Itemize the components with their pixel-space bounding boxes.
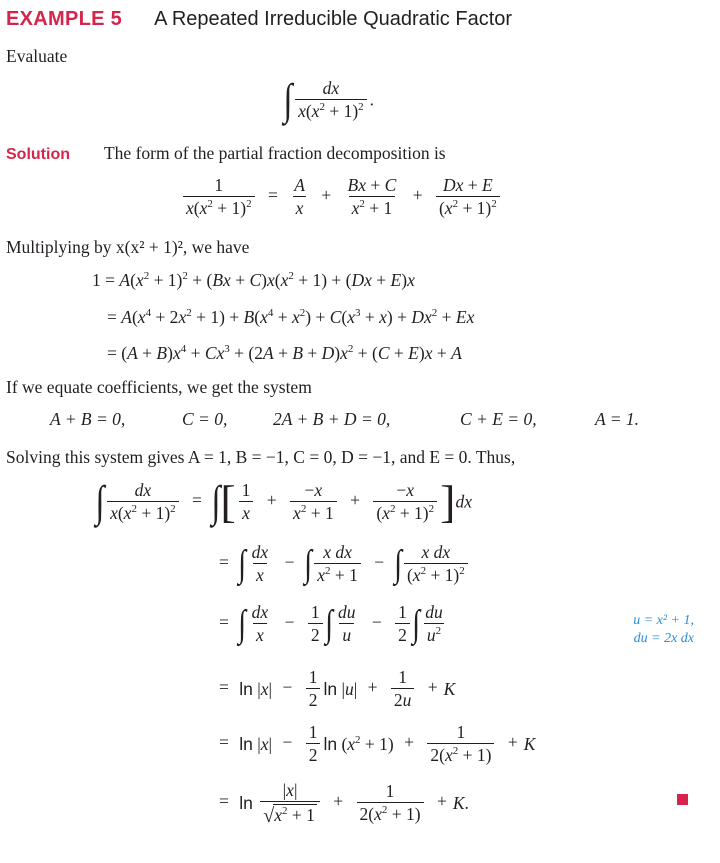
integral-step-5: = ln |x| − $\frac{1}{2}$ $\ln (x^2 + 1)$ + $\frac{1}{2(x^2 + 1)}$ + K xyxy=(219,722,536,766)
intro-text: Evaluate xyxy=(6,46,68,66)
expansion-line-3: = $(A + B)x^4 + Cx^3 + (2A + B + D)x^2 + (C + E)x + A$ xyxy=(107,343,462,363)
integral-step-1: ∫ $\frac{dx}{x(x^2 + 1)^2}$ = ∫[ $\frac{1}{x}$ + $\frac{-x}{x^2 + 1}$ + $\frac{-x}{(x^2 + 1)^2}$ ]dx xyxy=(95,476,472,527)
main-integral: ∫ $\frac{dx}{x(x^2 + 1)^2}$ . xyxy=(283,75,375,124)
expansion-line-2: = $A(x^4 + 2x^2 + 1) + B(x^4 + x^2) + C(x^3 + x) + Dx^2 + Ex$ xyxy=(107,307,475,327)
multiply-text: Multiplying by x(x² + 1)², we have xyxy=(6,237,250,257)
solving-text: Solving this system gives A = 1, B = −1, C = 0, D = −1, and E = 0. Thus, xyxy=(6,447,516,467)
example-title: A Repeated Irreducible Quadratic Factor xyxy=(154,8,513,30)
integral-step-3: = ∫ $\frac{dx}{x}$ − $\frac{1}{2}$ ∫ $\frac{du}{u}$ − $\frac{1}{2}$ ∫ $\frac{du}{u^2}$ xyxy=(219,602,443,646)
solution-line xyxy=(6,143,720,164)
equation-2: C = 0, xyxy=(182,409,228,429)
equation-3: 2A + B + D = 0, xyxy=(273,409,391,429)
final-result: = ln |x| √ $x^2 + 1$ + $\frac{1}{2(x^2 + 1)}$ + K. xyxy=(219,780,469,827)
solution-text: The form of the partial fraction decomposition is xyxy=(103,143,446,163)
partial-fraction-form: $\frac{1}{x(x^2 + 1)^2}$ = $\frac{A}{x}$ + $\frac{Bx + C}{x^2 + 1}$ + $\frac{Dx + E}{(x^2 + 1)^2}$ xyxy=(180,176,720,219)
substitution-note xyxy=(633,612,694,648)
equation-1: A + B = 0, xyxy=(50,409,126,429)
expansion-line-1: $1 = A(x^2 + 1)^2 + (Bx + C)x(x^2 + 1) + (Dx + E)x$ xyxy=(92,270,415,290)
integral-step-2: = ∫ $\frac{dx}{x}$ − ∫ $\frac{\text{x dx}}{x^2 + 1}$ − ∫ $\frac{\text{x dx}}{(x^2 + 1)^2}$ xyxy=(219,543,720,586)
equation-4: C + E = 0, xyxy=(460,409,537,429)
integral-step-4: = ln |x| − $\frac{1}{2}$ ln |u| + $\frac{1}{2u}$ + K xyxy=(219,667,456,711)
example-label: EXAMPLE 5 xyxy=(6,8,123,30)
equation-5: A = 1. xyxy=(595,409,640,429)
solution-label: Solution xyxy=(6,146,70,163)
equate-text: If we equate coefficients, we get the system xyxy=(6,377,312,397)
substitution-line-1: u = x² + 1, xyxy=(633,613,694,628)
end-of-example-mark xyxy=(677,794,688,805)
substitution-line-2: du = 2x dx xyxy=(633,631,694,647)
example-header xyxy=(6,8,720,31)
equation-system xyxy=(0,409,720,433)
